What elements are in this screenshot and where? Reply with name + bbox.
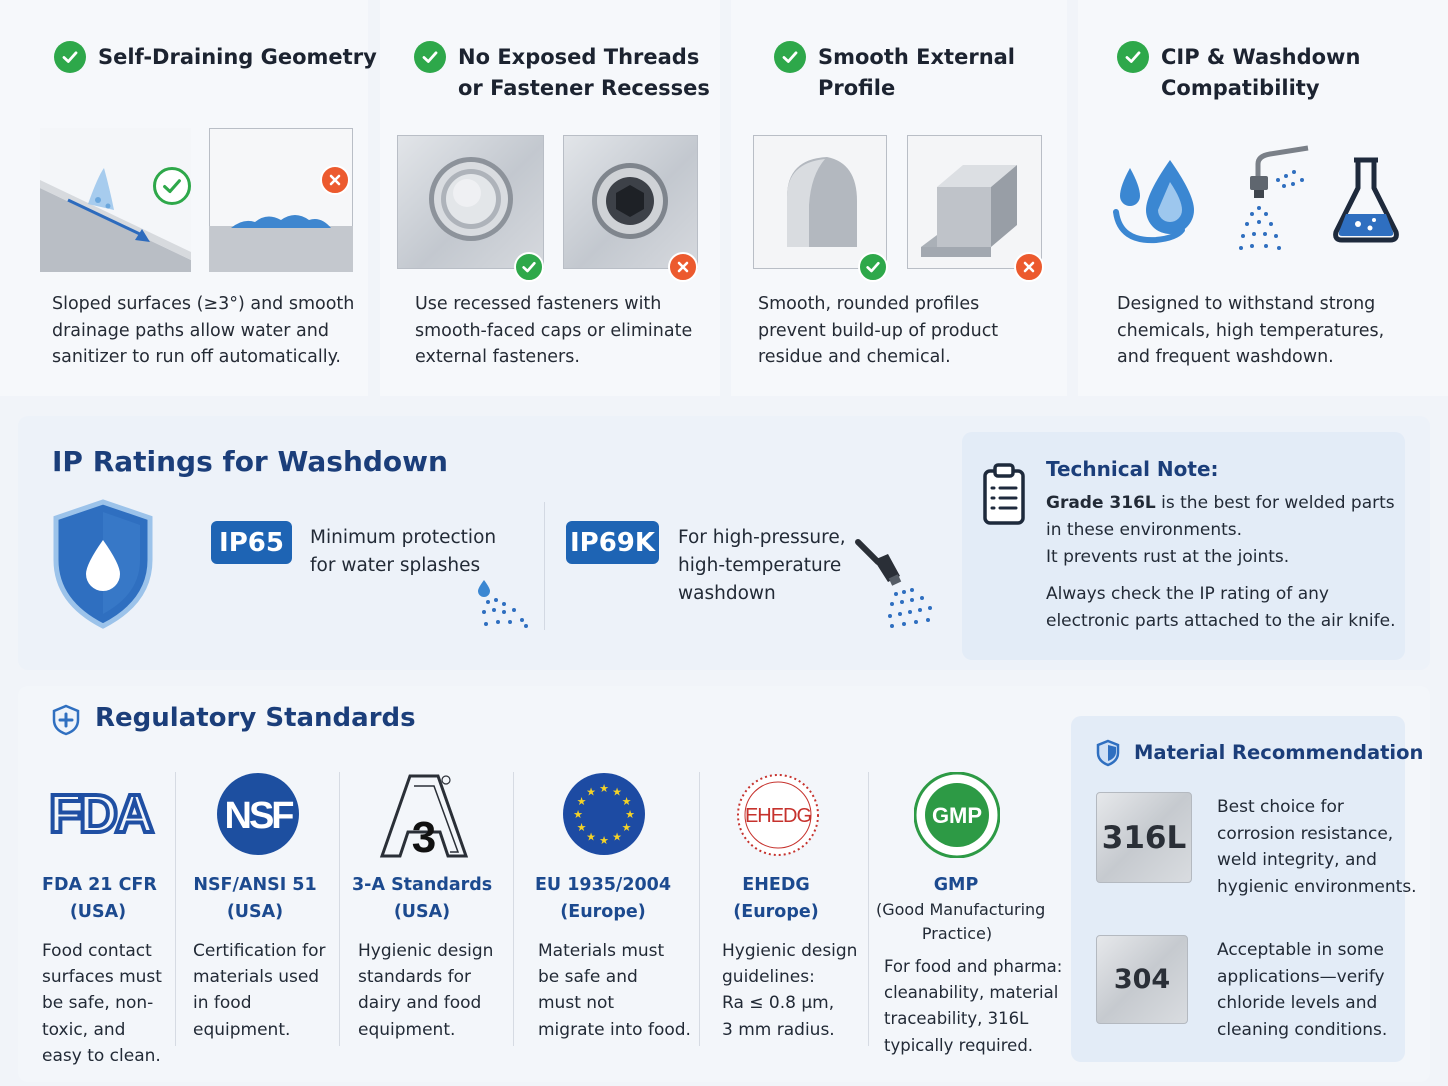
standard-divider	[175, 772, 176, 1046]
standard-name-nsf: NSF/ANSI 51 (USA)	[193, 875, 317, 922]
shield-plus-icon	[52, 704, 80, 736]
feature-description: Sloped surfaces (≥3°) and smooth drainage paths allow water and sanitizer to run off automatically.	[52, 294, 355, 367]
x-circle-icon	[320, 165, 350, 195]
shield-icon	[1096, 739, 1120, 767]
splash-droplets-icon	[474, 578, 532, 630]
ip65-badge: IP65	[211, 521, 292, 564]
standard-description: For food and pharma: cleanability, material traceability, 316L typically required.	[884, 957, 1063, 1055]
pressure-washer-icon	[852, 536, 938, 630]
feature-title: Smooth External Profile	[774, 42, 1015, 104]
check-circle-icon	[414, 41, 446, 73]
sharp-profile-illustration	[907, 135, 1042, 269]
feature-description: Designed to withstand strong chemicals, high temperatures, and frequent washdown.	[1117, 294, 1385, 367]
technical-note-line: Grade 316L is the best for welded parts	[1046, 493, 1395, 513]
water-drops-icon	[1110, 156, 1200, 250]
technical-note-line: in these environments.	[1046, 520, 1243, 540]
check-circle-icon	[54, 41, 86, 73]
shield-drop-icon	[50, 498, 156, 630]
check-icon	[153, 167, 191, 205]
clipboard-icon	[982, 462, 1026, 526]
regulatory-title: Regulatory Standards	[95, 703, 416, 733]
ip69k-description: For high-pressure, high-temperature washdown	[678, 527, 846, 604]
rounded-profile-illustration	[753, 135, 887, 269]
standard-divider	[868, 772, 869, 1046]
eu-star: ★	[621, 795, 632, 808]
svg-text:FDA: FDA	[49, 786, 151, 840]
grade-316l-description: Best choice for corrosion resistance, weld integrity, and hygienic environments.	[1217, 797, 1417, 897]
standard-subtitle-gmp: (Good Manufacturing Practice)	[876, 900, 1046, 943]
check-circle-icon	[858, 252, 888, 282]
ip-divider	[544, 502, 545, 630]
check-circle-icon	[774, 41, 806, 73]
spray-nozzle-icon	[1238, 144, 1314, 254]
eu-star: ★	[576, 821, 587, 834]
recessed-cap-illustration	[397, 135, 544, 269]
gmp-logo	[914, 772, 1000, 858]
feature-title: CIP & Washdown Compatibility	[1117, 42, 1360, 104]
eu-star: ★	[625, 808, 635, 821]
standard-divider	[339, 772, 340, 1046]
svg-text:EHEDG: EHEDG	[744, 805, 812, 827]
nsf-logo	[216, 772, 300, 856]
x-circle-icon	[668, 252, 698, 282]
standard-name-fda: FDA 21 CFR (USA)	[42, 875, 157, 922]
grade-304-tile: 304	[1096, 935, 1188, 1024]
standard-divider	[513, 772, 514, 1046]
check-circle-icon	[1117, 41, 1149, 73]
eu-star: ★	[599, 834, 609, 847]
feature-title: Self-Draining Geometry	[54, 42, 377, 73]
standard-description: Materials must be safe and must not migrate into food.	[538, 941, 691, 1040]
ehedg-logo	[735, 772, 821, 858]
svg-text:NSF: NSF	[224, 795, 292, 837]
grade-316l-tile: 316L	[1096, 792, 1192, 883]
standard-description: Hygienic design guidelines: Ra ≤ 0.8 µm, 3 mm radius.	[722, 941, 858, 1040]
feature-title: No Exposed Threads or Fastener Recesses	[414, 42, 710, 104]
fda-logo	[44, 786, 156, 840]
svg-text:3: 3	[411, 813, 437, 858]
eu-flag-logo	[562, 772, 646, 856]
technical-note-title: Technical Note:	[1046, 457, 1219, 481]
standard-description: Food contact surfaces must be safe, non- toxic, and easy to clean.	[42, 941, 162, 1066]
exposed-hex-bolt-illustration	[563, 135, 698, 269]
technical-note-line: It prevents rust at the joints.	[1046, 547, 1290, 567]
ip65-description: Minimum protection for water splashes	[310, 527, 497, 576]
flat-pooling-illustration	[209, 128, 353, 272]
standard-description: Hygienic design standards for dairy and food equipment.	[358, 941, 494, 1040]
ip69k-badge: IP69K	[566, 521, 659, 564]
eu-star: ★	[573, 808, 583, 821]
3a-logo	[378, 774, 470, 858]
eu-star: ★	[599, 782, 609, 795]
eu-star: ★	[612, 830, 622, 844]
svg-text:GMP: GMP	[931, 803, 983, 828]
standard-name-3a: 3-A Standards (USA)	[352, 875, 493, 922]
sloped-surface-illustration	[40, 128, 191, 272]
standard-name-eu: EU 1935/2004 (Europe)	[534, 875, 672, 922]
feature-description: Use recessed fasteners with smooth-faced caps or eliminate external fasteners.	[415, 294, 693, 367]
eu-star: ★	[621, 821, 632, 834]
eu-star: ★	[586, 785, 596, 799]
grade-304-description: Acceptable in some applications—verify chloride levels and cleaning conditions.	[1217, 940, 1388, 1040]
x-circle-icon	[1014, 252, 1044, 282]
check-circle-icon	[514, 252, 544, 282]
eu-star: ★	[612, 785, 622, 799]
eu-star: ★	[576, 795, 587, 808]
eu-star: ★	[586, 830, 596, 844]
standard-name-ehedg: EHEDG (Europe)	[733, 875, 819, 922]
feature-description: Smooth, rounded profiles prevent build-up of product residue and chemical.	[758, 294, 999, 367]
technical-note-line: Always check the IP rating of any	[1046, 584, 1329, 604]
flask-icon	[1330, 156, 1402, 244]
standard-description: Certification for materials used in food equipment.	[193, 941, 326, 1040]
standard-name-gmp: GMP	[933, 875, 979, 895]
technical-note-line: electronic parts attached to the air knife.	[1046, 611, 1396, 631]
material-title: Material Recommendation	[1134, 741, 1424, 764]
ip-section-title: IP Ratings for Washdown	[52, 445, 448, 478]
standard-divider	[699, 772, 700, 1046]
